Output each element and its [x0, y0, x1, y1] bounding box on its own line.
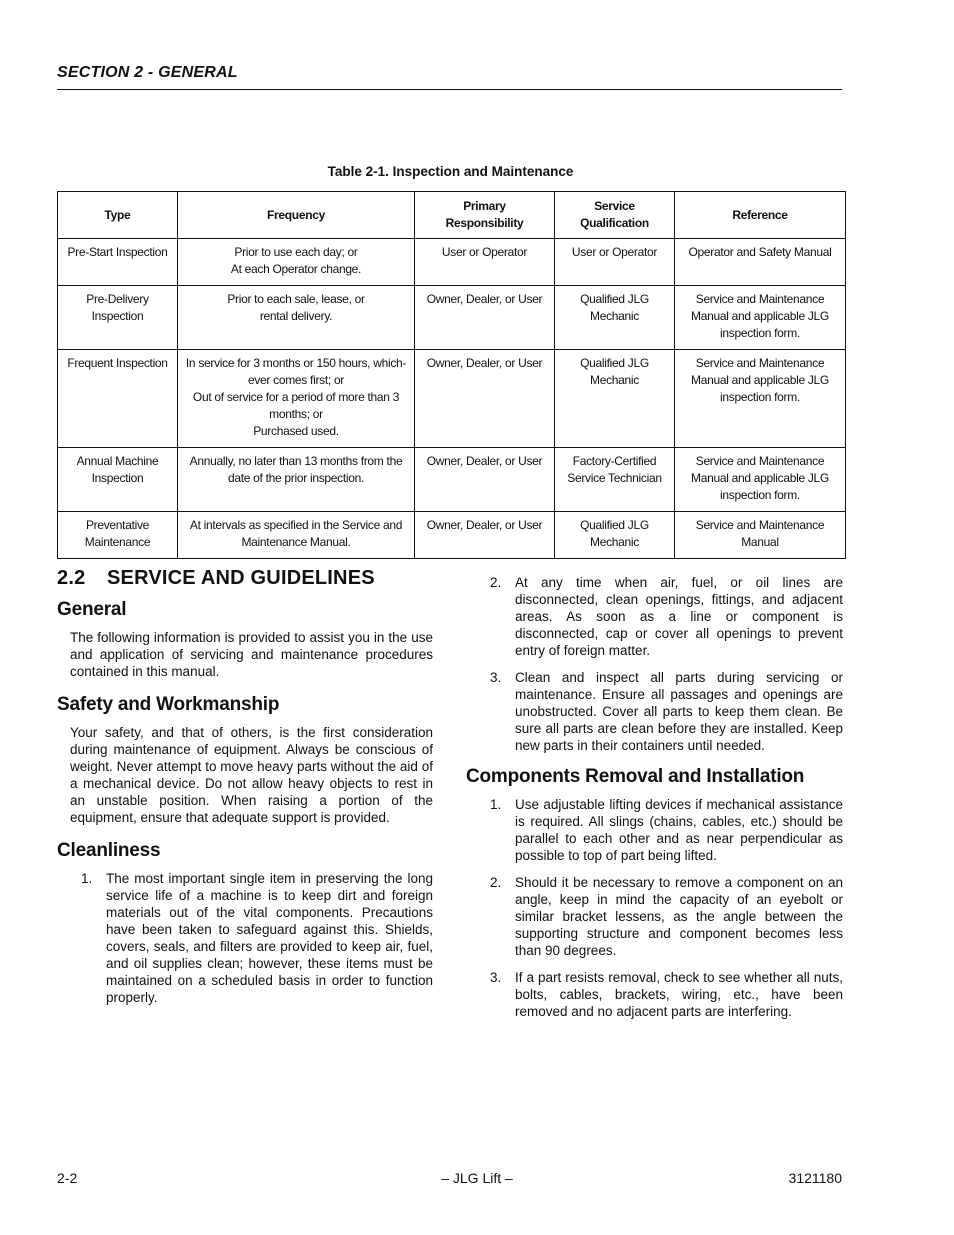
cell-type: Pre-Delivery Inspection	[58, 286, 178, 350]
cell-type: Pre-Start Inspection	[58, 239, 178, 286]
list-item: 1. Use adjustable lifting devices if mechanical assistance is required. All slings (chains, cables, etc.) should be parallel to each other and as near perpendicular as possible to top of part being lifted.	[490, 797, 843, 863]
cell-responsibility: Owner, Dealer, or User	[415, 512, 555, 559]
list-item: 3. Clean and inspect all parts during servicing or maintenance. Ensure all passages and openings are unobstructed. Cover all parts to keep them clean. Be sure all parts are clean before they are installed. Keep new parts in their containers until needed.	[490, 670, 843, 753]
cleanliness-list-continued	[466, 574, 843, 754]
cell-responsibility: Owner, Dealer, or User	[415, 350, 555, 448]
section-title-text: SERVICE AND GUIDELINES	[107, 567, 375, 589]
table-caption: Table 2-1. Inspection and Maintenance	[327, 164, 574, 179]
header-primary-responsibility: Primary Responsibility	[415, 192, 555, 239]
right-column	[466, 574, 843, 1034]
list-item: 2. At any time when air, fuel, or oil lines are disconnected, clean openings, fittings, and adjacent areas. As soon as a line or component is disconnected, cap or cover all openings to prevent entry of foreign matter.	[490, 575, 843, 658]
cell-responsibility: Owner, Dealer, or User	[415, 448, 555, 512]
table-row	[58, 448, 846, 512]
header-reference: Reference	[675, 192, 846, 239]
table-row	[58, 286, 846, 350]
cleanliness-list	[57, 870, 433, 1006]
section-number: 2.2	[57, 567, 86, 589]
section-header: SECTION 2 - GENERAL	[57, 64, 238, 81]
table-row	[58, 239, 846, 286]
cell-reference: Service and Maintenance Manual and applicable JLG inspection form.	[675, 286, 846, 350]
cell-reference: Service and Maintenance Manual and applicable JLG inspection form.	[675, 350, 846, 448]
cell-type: Annual Machine Inspection	[58, 448, 178, 512]
section-title	[57, 567, 433, 589]
cell-qualification: User or Operator	[555, 239, 675, 286]
general-paragraph: The following information is provided to assist you in the use and application of servicing and maintenance procedures contained in this manual.	[70, 630, 433, 679]
components-list	[466, 796, 843, 1020]
cell-qualification: Qualified JLG Mechanic	[555, 512, 675, 559]
cell-frequency: In service for 3 months or 150 hours, which- ever comes first; or Out of service for a period of more than 3 months; or Purchased used.	[178, 350, 415, 448]
footer-brand: – JLG Lift –	[441, 1170, 513, 1186]
cleanliness-heading: Cleanliness	[57, 840, 161, 861]
header-service-qualification: Service Qualification	[555, 192, 675, 239]
left-column	[57, 567, 433, 1020]
cell-reference: Service and Maintenance Manual	[675, 512, 846, 559]
cell-type: Frequent Inspection	[58, 350, 178, 448]
cell-frequency: Prior to use each day; or At each Operator change.	[178, 239, 415, 286]
inspection-table	[57, 191, 846, 559]
general-heading: General	[57, 599, 127, 620]
list-item: 2. Should it be necessary to remove a component on an angle, keep in mind the capacity of an eyebolt or similar bracket lessens, as the angle between the supporting structure and component becomes less than 90 degrees.	[490, 875, 843, 958]
cell-frequency: At intervals as specified in the Service and Maintenance Manual.	[178, 512, 415, 559]
cell-type: Preventative Maintenance	[58, 512, 178, 559]
cell-qualification: Qualified JLG Mechanic	[555, 286, 675, 350]
cell-qualification: Factory-Certified Service Technician	[555, 448, 675, 512]
safety-paragraph: Your safety, and that of others, is the first consideration during maintenance of equipment. Always be conscious of weight. Never attempt to move heavy parts without the aid of a mechanical device. Do not allow heavy objects to rest in an unstable position. When raising a portion of the equipment, ensure that adequate support is provided.	[70, 725, 433, 825]
table-header-row	[58, 192, 846, 239]
list-item: 3. If a part resists removal, check to see whether all nuts, bolts, cables, brackets, wiring, etc., have been removed and no adjacent parts are interfering.	[490, 970, 843, 1019]
safety-heading: Safety and Workmanship	[57, 694, 280, 715]
header-rule	[57, 89, 842, 90]
document-number: 3121180	[788, 1170, 842, 1186]
table-row	[58, 350, 846, 448]
cell-frequency: Prior to each sale, lease, or rental delivery.	[178, 286, 415, 350]
page-number: 2-2	[57, 1170, 78, 1186]
cell-frequency: Annually, no later than 13 months from the date of the prior inspection.	[178, 448, 415, 512]
cell-responsibility: User or Operator	[415, 239, 555, 286]
header-frequency: Frequency	[178, 192, 415, 239]
header-type: Type	[58, 192, 178, 239]
cell-qualification: Qualified JLG Mechanic	[555, 350, 675, 448]
list-item: 1. The most important single item in preserving the long service life of a machine is to keep dirt and foreign materials out of the vital components. Precautions have been taken to safeguard against this. Shields, covers, seals, and filters are provided to keep air, fuel, and oil supplies clean; however, these items must be maintained on a scheduled basis in order to function properly.	[81, 871, 433, 1005]
cell-reference: Service and Maintenance Manual and applicable JLG inspection form.	[675, 448, 846, 512]
table-row	[58, 512, 846, 559]
components-heading: Components Removal and Installation	[466, 766, 805, 787]
cell-reference: Operator and Safety Manual	[675, 239, 846, 286]
cell-responsibility: Owner, Dealer, or User	[415, 286, 555, 350]
